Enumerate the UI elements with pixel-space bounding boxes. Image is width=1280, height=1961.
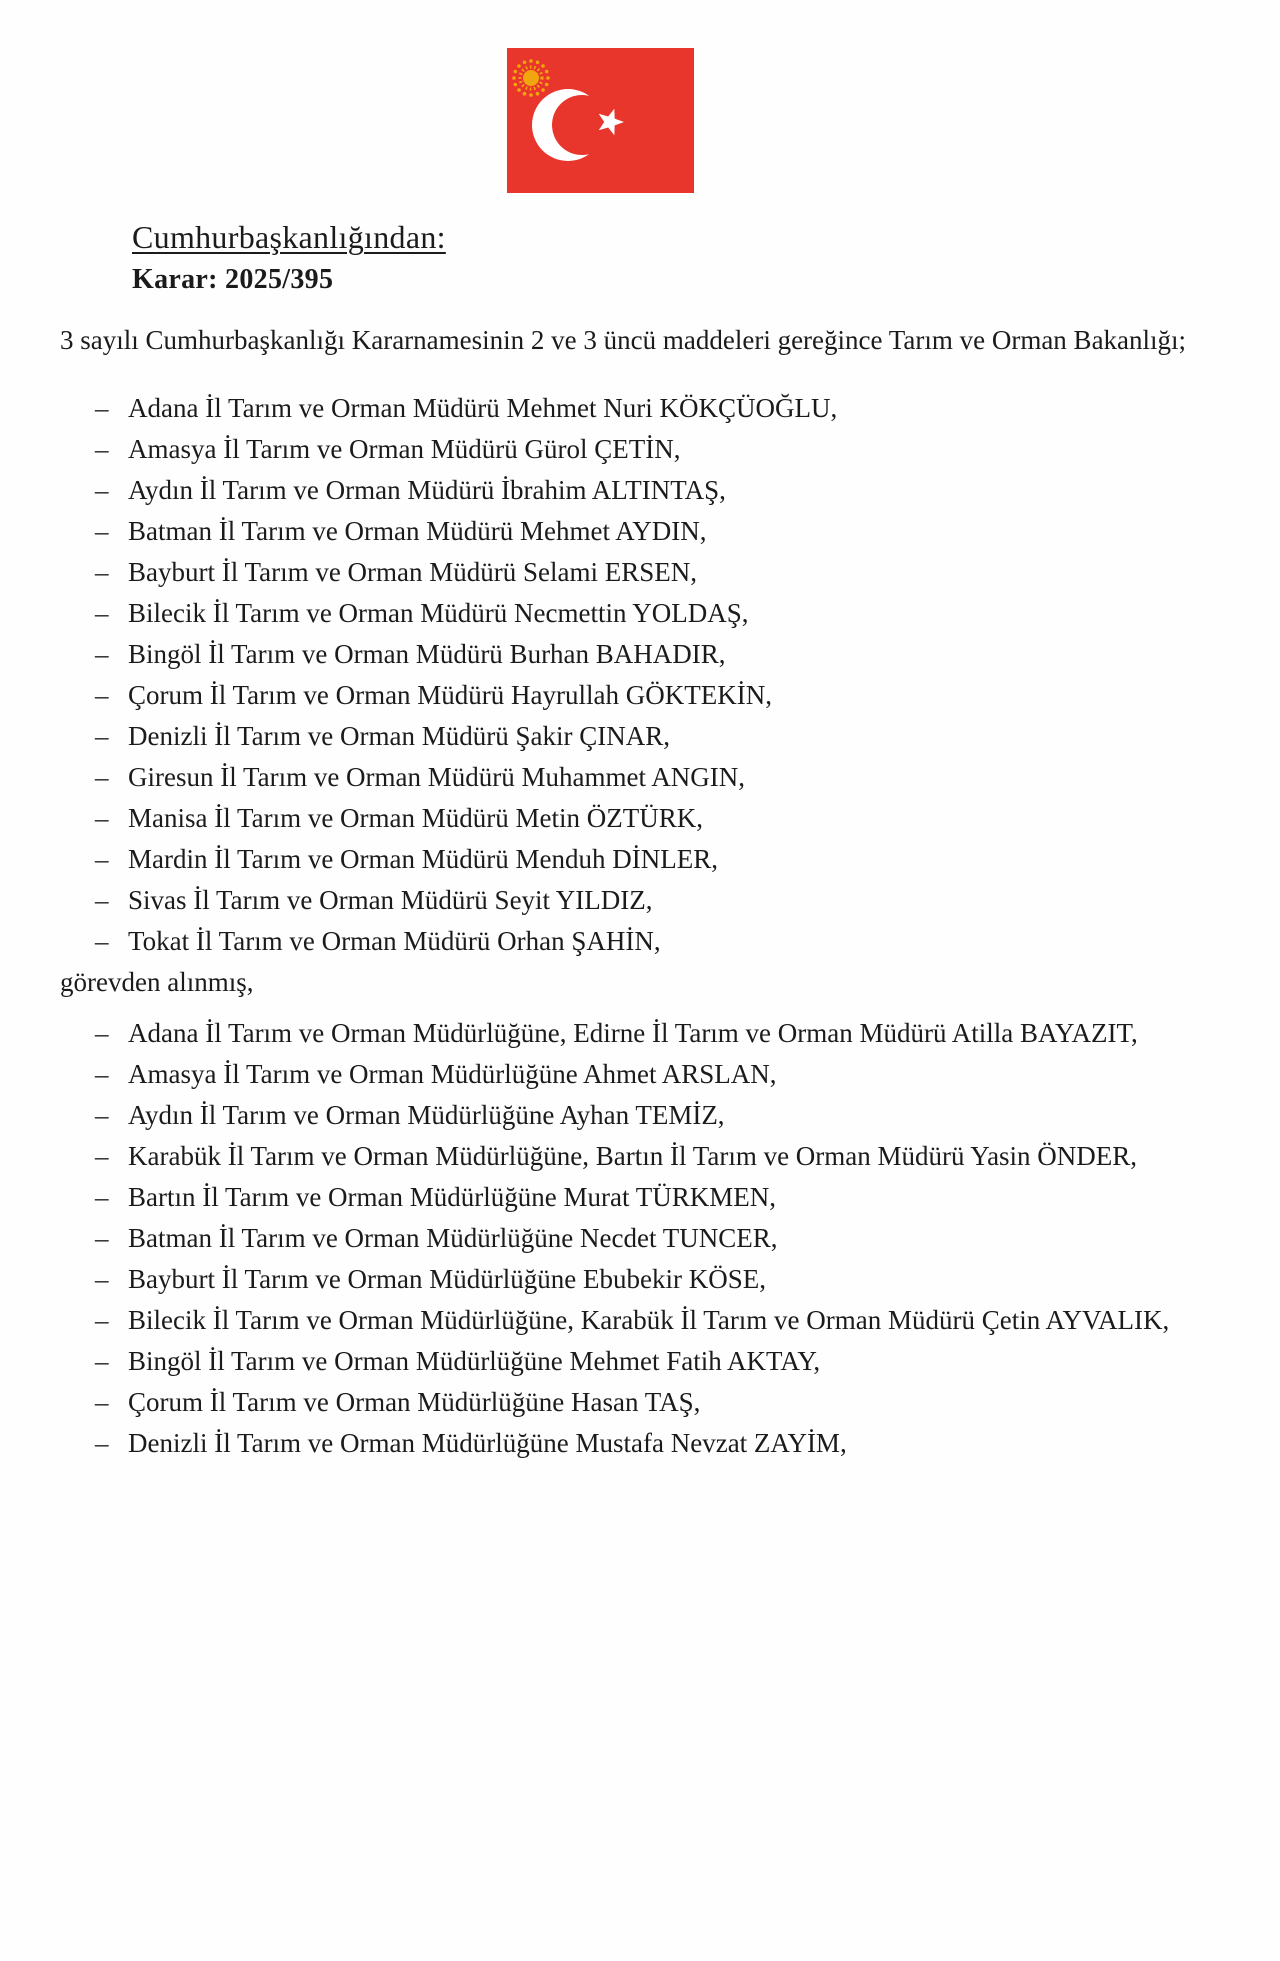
list-item-text: Amasya İl Tarım ve Orman Müdürlüğüne Ahmet ARSLAN, [128, 1059, 777, 1089]
list-item [60, 470, 1210, 511]
list-item [60, 1013, 1210, 1054]
dash-marker: – [95, 803, 109, 833]
list-item [60, 675, 1210, 716]
list-item [60, 1177, 1210, 1218]
dismissed-closing: görevden alınmış, [60, 967, 254, 997]
list-item-text: Sivas İl Tarım ve Orman Müdürü Seyit YILDIZ, [128, 885, 653, 915]
list-item-text: Tokat İl Tarım ve Orman Müdürü Orhan ŞAHİN, [128, 926, 661, 956]
list-item-text: Bayburt İl Tarım ve Orman Müdürlüğüne Ebubekir KÖSE, [128, 1264, 766, 1294]
dash-marker: – [95, 1305, 109, 1335]
dash-marker: – [95, 926, 109, 956]
presidency-flag-icon [507, 48, 694, 193]
list-item-text: Karabük İl Tarım ve Orman Müdürlüğüne, Bartın İl Tarım ve Orman Müdürü Yasin ÖNDER, [128, 1141, 1138, 1171]
list-item [60, 429, 1210, 470]
list-item-text: Aydın İl Tarım ve Orman Müdürlüğüne Ayhan TEMİZ, [128, 1100, 725, 1130]
dash-marker: – [95, 1059, 109, 1089]
list-item [60, 757, 1210, 798]
list-item [60, 880, 1210, 921]
list-item-text: Amasya İl Tarım ve Orman Müdürü Gürol ÇETİN, [128, 434, 681, 464]
dash-marker: – [95, 639, 109, 669]
doc-title: Cumhurbaşkanlığından: [132, 219, 446, 255]
list-item [60, 1300, 1210, 1341]
list-item-text: Aydın İl Tarım ve Orman Müdürü İbrahim ALTINTAŞ, [128, 475, 726, 505]
list-item [60, 1382, 1210, 1423]
dash-marker: – [95, 1018, 109, 1048]
list-item [60, 511, 1210, 552]
list-item-text: Batman İl Tarım ve Orman Müdürü Mehmet AYDIN, [128, 516, 707, 546]
dash-marker: – [95, 1346, 109, 1376]
dash-marker: – [95, 1264, 109, 1294]
list-item-text: Giresun İl Tarım ve Orman Müdürü Muhammet ANGIN, [128, 762, 746, 792]
list-item-text: Çorum İl Tarım ve Orman Müdürü Hayrullah GÖKTEKİN, [128, 680, 772, 710]
list-item [60, 839, 1210, 880]
appointed-list [60, 1013, 1210, 1464]
list-item-text: Bayburt İl Tarım ve Orman Müdürü Selami ERSEN, [128, 557, 698, 587]
list-item-text: Bingöl İl Tarım ve Orman Müdürü Burhan BAHADIR, [128, 639, 726, 669]
list-item-text: Denizli İl Tarım ve Orman Müdürü Şakir ÇINAR, [128, 721, 671, 751]
list-item [60, 634, 1210, 675]
list-item [60, 921, 1210, 962]
dash-marker: – [95, 516, 109, 546]
list-item [60, 1218, 1210, 1259]
dash-marker: – [95, 1100, 109, 1130]
list-item-text: Batman İl Tarım ve Orman Müdürlüğüne Necdet TUNCER, [128, 1223, 778, 1253]
dash-marker: – [95, 1223, 109, 1253]
dash-marker: – [95, 721, 109, 751]
list-item [60, 388, 1210, 429]
list-item-text: Çorum İl Tarım ve Orman Müdürlüğüne Hasan TAŞ, [128, 1387, 701, 1417]
dash-marker: – [95, 598, 109, 628]
dash-marker: – [95, 1387, 109, 1417]
dash-marker: – [95, 475, 109, 505]
list-item-text: Manisa İl Tarım ve Orman Müdürü Metin ÖZTÜRK, [128, 803, 704, 833]
list-item-text: Adana İl Tarım ve Orman Müdürlüğüne, Edirne İl Tarım ve Orman Müdürü Atilla BAYAZIT, [128, 1018, 1138, 1048]
dash-marker: – [95, 434, 109, 464]
dash-marker: – [95, 762, 109, 792]
decision-number: Karar: 2025/395 [132, 264, 334, 295]
dash-marker: – [95, 1141, 109, 1171]
list-item [60, 1136, 1210, 1177]
dismissed-list [60, 388, 1210, 962]
dash-marker: – [95, 557, 109, 587]
list-item [60, 552, 1210, 593]
dash-marker: – [95, 844, 109, 874]
list-item [60, 798, 1210, 839]
intro-paragraph: 3 sayılı Cumhurbaşkanlığı Kararnamesinin 2 ve 3 üncü maddeleri gereğince Tarım ve Orman Bakanlığı; [60, 325, 1187, 355]
dash-marker: – [95, 885, 109, 915]
dash-marker: – [95, 393, 109, 423]
list-item [60, 593, 1210, 634]
dash-marker: – [95, 1428, 109, 1458]
list-item-text: Mardin İl Tarım ve Orman Müdürü Menduh DİNLER, [128, 844, 719, 874]
list-item-text: Adana İl Tarım ve Orman Müdürü Mehmet Nuri KÖKÇÜOĞLU, [128, 393, 838, 423]
list-item-text: Bilecik İl Tarım ve Orman Müdürü Necmettin YOLDAŞ, [128, 598, 749, 628]
list-item-text: Denizli İl Tarım ve Orman Müdürlüğüne Mustafa Nevzat ZAYİM, [128, 1428, 847, 1458]
list-item [60, 1423, 1210, 1464]
list-item [60, 1341, 1210, 1382]
list-item [60, 1259, 1210, 1300]
dash-marker: – [95, 680, 109, 710]
list-item [60, 716, 1210, 757]
list-item-text: Bingöl İl Tarım ve Orman Müdürlüğüne Mehmet Fatih AKTAY, [128, 1346, 821, 1376]
list-item [60, 1054, 1210, 1095]
dash-marker: – [95, 1182, 109, 1212]
list-item-text: Bilecik İl Tarım ve Orman Müdürlüğüne, Karabük İl Tarım ve Orman Müdürü Çetin AYVALIK, [128, 1305, 1170, 1335]
list-item [60, 1095, 1210, 1136]
list-item-text: Bartın İl Tarım ve Orman Müdürlüğüne Murat TÜRKMEN, [128, 1182, 777, 1212]
